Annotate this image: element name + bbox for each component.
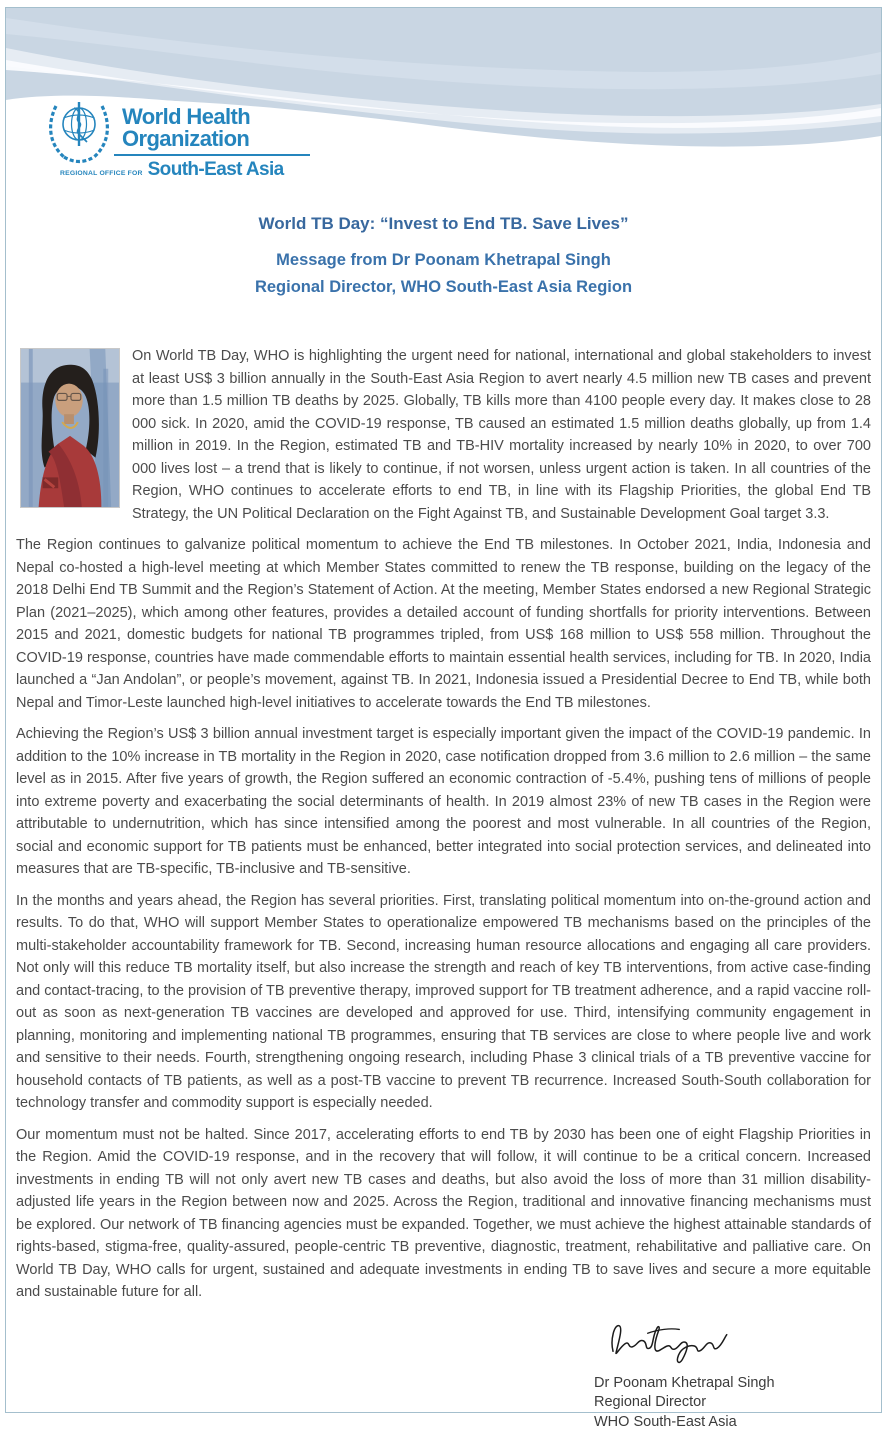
- body-paragraph: Achieving the Region’s US$ 3 billion annual investment target is especially important given the impact of the COVID-19 pandemic. In addition to the 10% increase in TB mortality in the Region in 2020, case notification dropped from 3.6 million to 2.6 million – the same level as in 2015. After five years of growth, the Region suffered an economic contraction of -5.4%, pushing tens of millions of people into extreme poverty and exacerbating the social determinants of health. In 2019 almost 23% of new TB cases in the Region were attributable to undernutrition, which has since intensified among the poorest and most vulnerable. In all countries of the Region, social and economic support for TB patients must be enhanced, better integrated into social protection services, and delineated into measures that are TB-specific, TB-inclusive and TB-sensitive.: [16, 723, 871, 881]
- body-paragraph: The Region continues to galvanize political momentum to achieve the End TB milestones. In October 2021, India, Indonesia and Nepal co-hosted a high-level meeting at which Member States committed to renew the TB response, building on the legacy of the 2018 Delhi End TB Summit and the Region’s Statement of Action. At the meeting, Member States endorsed a new Regional Strategic Plan (2021–2025), which among other features, provides a detailed account of funding shortfalls for priority interventions. Between 2015 and 2021, domestic budgets for national TB programmes tripled, from US$ 168 million to US$ 558 million. Throughout the COVID-19 response, countries have made commendable efforts to maintain essential health services, including for TB. In 2020, India launched a “Jan Andolan”, or people’s movement, against TB. In 2021, Indonesia issued a Presidential Decree to End TB, while both Nepal and Timor-Leste launched high-level initiatives to accelerate towards the End TB milestones.: [16, 534, 871, 714]
- message-body: [16, 345, 871, 1304]
- subtitle-author: Message from Dr Poonam Khetrapal Singh: [16, 247, 871, 274]
- signature-block: [594, 1314, 829, 1432]
- document-content: [6, 214, 881, 1432]
- page-title: World TB Day: “Invest to End TB. Save Lives”: [16, 214, 871, 234]
- paragraph-text: On World TB Day, WHO is highlighting the urgent need for national, international and global stakeholders to invest at least US$ 3 billion annually in the South-East Asia Region to avert nearly 4.5 million new TB cases and prevent more than 1.5 million TB deaths by 2025. Globally, TB kills more than 4100 people every day. It makes close to 28 000 sick. In 2020, amid the COVID-19 response, TB caused an estimated 1.5 million deaths globally, up from 1.4 million in 2019. In the Region, estimated TB and TB-HIV mortality increased by nearly 10% in 2020, to over 700 000 lives lost – a trend that is likely to continue, if not worsen, unless urgent action is taken. In all countries of the Region, WHO continues to accelerate efforts to end TB, in line with its Flagship Priorities, the global End TB Strategy, the UN Political Declaration on the Fight Against TB, and Sustainable Development Goal target 3.3.: [132, 348, 871, 522]
- signatory-org: WHO South-East Asia: [594, 1413, 829, 1432]
- body-paragraph: In the months and years ahead, the Region has several priorities. First, translating political momentum into on-the-ground action and results. To do that, WHO will support Member States to operationalize empowered TB mechanisms based on the principles of the multi-stakeholder accountability framework for TB. Second, increasing human resource allocations and engaging all care providers. Not only will this reduce TB mortality itself, but also increase the strength and reach of key TB interventions, from active case-finding and contact-tracing, to the provision of TB preventive therapy, improved support for TB treatment adherence, and a rapid vaccine roll-out as soon as next-generation TB vaccines are developed and approved for use. Third, intensifying community engagement in planning, monitoring and implementing national TB programmes, ensuring that TB services are close to where people live and work and sensitive to their needs. Fourth, strengthening ongoing research, including Phase 3 clinical trials of a TB preventive vaccine for household contacts of TB patients, as well as a post-TB vaccine to prevent TB recurrence. Increased South-South collaboration for technology transfer and commodity support is especially needed.: [16, 890, 871, 1115]
- handwritten-signature: [604, 1314, 732, 1366]
- regional-office-prefix: REGIONAL OFFICE FOR: [60, 170, 143, 177]
- who-logo-text: [122, 94, 310, 181]
- regional-office-name: South-East Asia: [148, 159, 284, 181]
- page-frame: [5, 7, 882, 1413]
- who-logo: [42, 94, 310, 181]
- body-paragraph: Our momentum must not be halted. Since 2017, accelerating efforts to end TB by 2030 has been one of eight Flagship Priorities in the Region. Amid the COVID-19 response, and in the recovery that will follow, it will continue to be a critical concern. Increased investments in ending TB will not only avert new TB cases and deaths, but also avoid the loss of more than 31 million disability-adjusted life years in the Region between now and 2025. Across the Region, traditional and innovative financing mechanisms must be explored. Our network of TB financing agencies must be expanded. Together, we must achieve the highest attainable standards of rights-based, stigma-free, quality-assured, people-centric TB preventive, diagnostic, treatment, rehabilitative and palliative care. On World TB Day, WHO calls for urgent, sustained and adequate investments in ending TB to save lives and secure a more equitable and sustainable future for all.: [16, 1124, 871, 1304]
- who-org-name-line2: Organization: [122, 128, 310, 150]
- page-subtitle: [16, 247, 871, 301]
- logo-divider: [114, 154, 310, 156]
- subtitle-role: Regional Director, WHO South-East Asia Region: [16, 274, 871, 301]
- who-org-name-line1: World Health: [122, 106, 310, 128]
- body-paragraph: [16, 345, 871, 525]
- signatory-details: [594, 1374, 829, 1432]
- signatory-name: Dr Poonam Khetrapal Singh: [594, 1374, 829, 1394]
- letterhead: [6, 8, 881, 208]
- portrait-photo: [20, 348, 120, 508]
- signatory-role: Regional Director: [594, 1393, 829, 1413]
